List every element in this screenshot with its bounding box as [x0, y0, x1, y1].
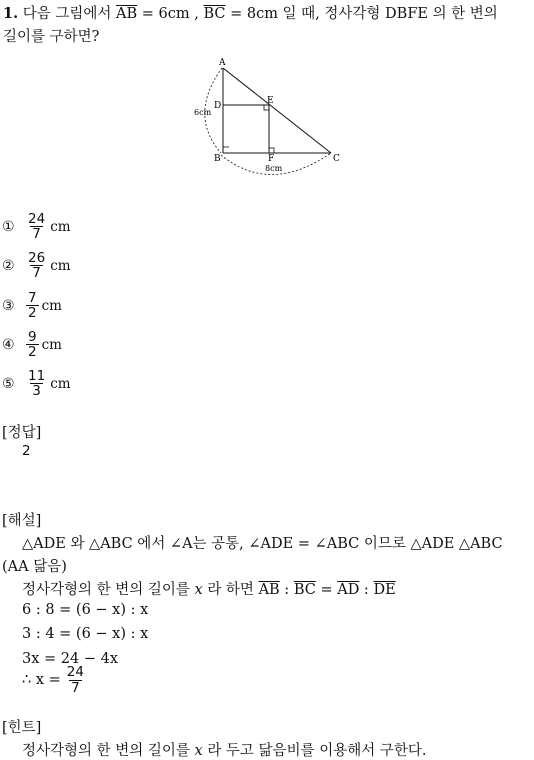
solution-line-1: △ADE 와 △ABC 에서 ∠A는 공통, ∠ADE = ∠ABC 이므로 △ADE △ABC — [22, 536, 503, 552]
equation-3: 3x = 24 − 4x — [22, 651, 118, 667]
triangle-figure — [190, 55, 350, 180]
choice-2-fraction: $\frac{26}{7}$ — [28, 250, 46, 282]
equation-4-lhs: ∴ x = — [22, 672, 61, 689]
hint-text: 정사각형의 한 변의 길이를 — [22, 743, 190, 759]
question-text: 다음 그림에서 — [22, 6, 112, 22]
choice-4-unit: cm — [41, 336, 62, 353]
hint-line — [22, 739, 426, 760]
choice-2[interactable] — [2, 251, 71, 280]
choice-5-mark: ⑤ — [2, 375, 15, 392]
choice-3-mark: ③ — [2, 297, 15, 314]
choice-4-fraction: $\frac{9}{2}$ — [28, 329, 37, 361]
answer-value: 2 — [22, 443, 31, 459]
question-line-2: 길이를 구하면? — [3, 29, 100, 45]
label-d: D — [214, 101, 222, 111]
hint-variable-x: x — [194, 743, 203, 759]
choice-1-unit: cm — [50, 218, 71, 235]
segment-de-ratio: $\overline{DE}$ — [373, 582, 396, 598]
choice-1-fraction: $\frac{24}{7}$ — [28, 211, 46, 243]
choice-4[interactable] — [2, 330, 62, 359]
hint-text-post: 라 두고 닮음비를 이용해서 구한다. — [207, 743, 427, 759]
question-text-bc: = 8cm 일 때, 정사각형 DBFE 의 한 변의 — [230, 6, 498, 22]
question-number: 1. — [3, 5, 19, 22]
solution-line-3: 정사각형의 한 변의 길이를 x 라 하면 $\overline{AB}$ : $\overline{BC} = \overline{AD}$ : $\overline{DE}$ — [22, 582, 396, 598]
label-f: F — [268, 154, 275, 164]
choice-4-mark: ④ — [2, 336, 15, 353]
label-e: E — [267, 96, 274, 106]
choice-5-fraction: $\frac{11}{3}$ — [28, 368, 46, 400]
label-b: B — [214, 154, 221, 164]
choice-1[interactable] — [2, 212, 71, 241]
label-a: A — [219, 58, 226, 68]
segment-ab: $\overline{AB}$ — [116, 6, 138, 22]
choice-3[interactable] — [2, 291, 62, 320]
segment-bc-ratio: $\overline{BC}$ — [293, 582, 316, 598]
equation-2: 3 : 4 = (6 − x) : x — [22, 626, 149, 642]
solution-line-3-mid: 라 하면 — [207, 582, 254, 598]
equation-4 — [22, 665, 86, 696]
side-ac — [223, 68, 331, 153]
variable-x: x — [194, 582, 203, 598]
choice-3-fraction: $\frac{7}{2}$ — [28, 290, 37, 322]
question-line-1 — [3, 2, 498, 23]
hint-header: [힌트] — [2, 720, 42, 736]
equation-1: 6 : 8 = (6 − x) : x — [22, 602, 149, 618]
choice-2-unit: cm — [50, 257, 71, 274]
label-6cm: 6cm — [194, 108, 212, 117]
choice-5[interactable] — [2, 369, 71, 398]
choice-5-unit: cm — [50, 375, 71, 392]
solution-line-3-text: 정사각형의 한 변의 길이를 — [22, 582, 190, 598]
choice-3-unit: cm — [41, 297, 62, 314]
segment-bc: $\overline{BC}$ — [203, 6, 226, 22]
choice-2-mark: ② — [2, 257, 15, 274]
segment-ab-ratio: $\overline{AB}$ — [258, 582, 280, 598]
equation-4-fraction: $\frac{24}{7}$ — [66, 664, 84, 696]
answer-header: [정답] — [2, 425, 42, 441]
choice-1-mark: ① — [2, 218, 15, 235]
segment-ad-ratio: $\overline{AD}$ — [337, 582, 360, 598]
right-angle-mark-f — [269, 148, 274, 153]
question-text-ab: = 6cm , — [141, 6, 199, 22]
solution-line-2: (AA 닮음) — [2, 559, 67, 575]
solution-header: [해설] — [2, 513, 42, 529]
label-8cm: 8cm — [265, 164, 283, 173]
label-c: C — [333, 154, 340, 164]
